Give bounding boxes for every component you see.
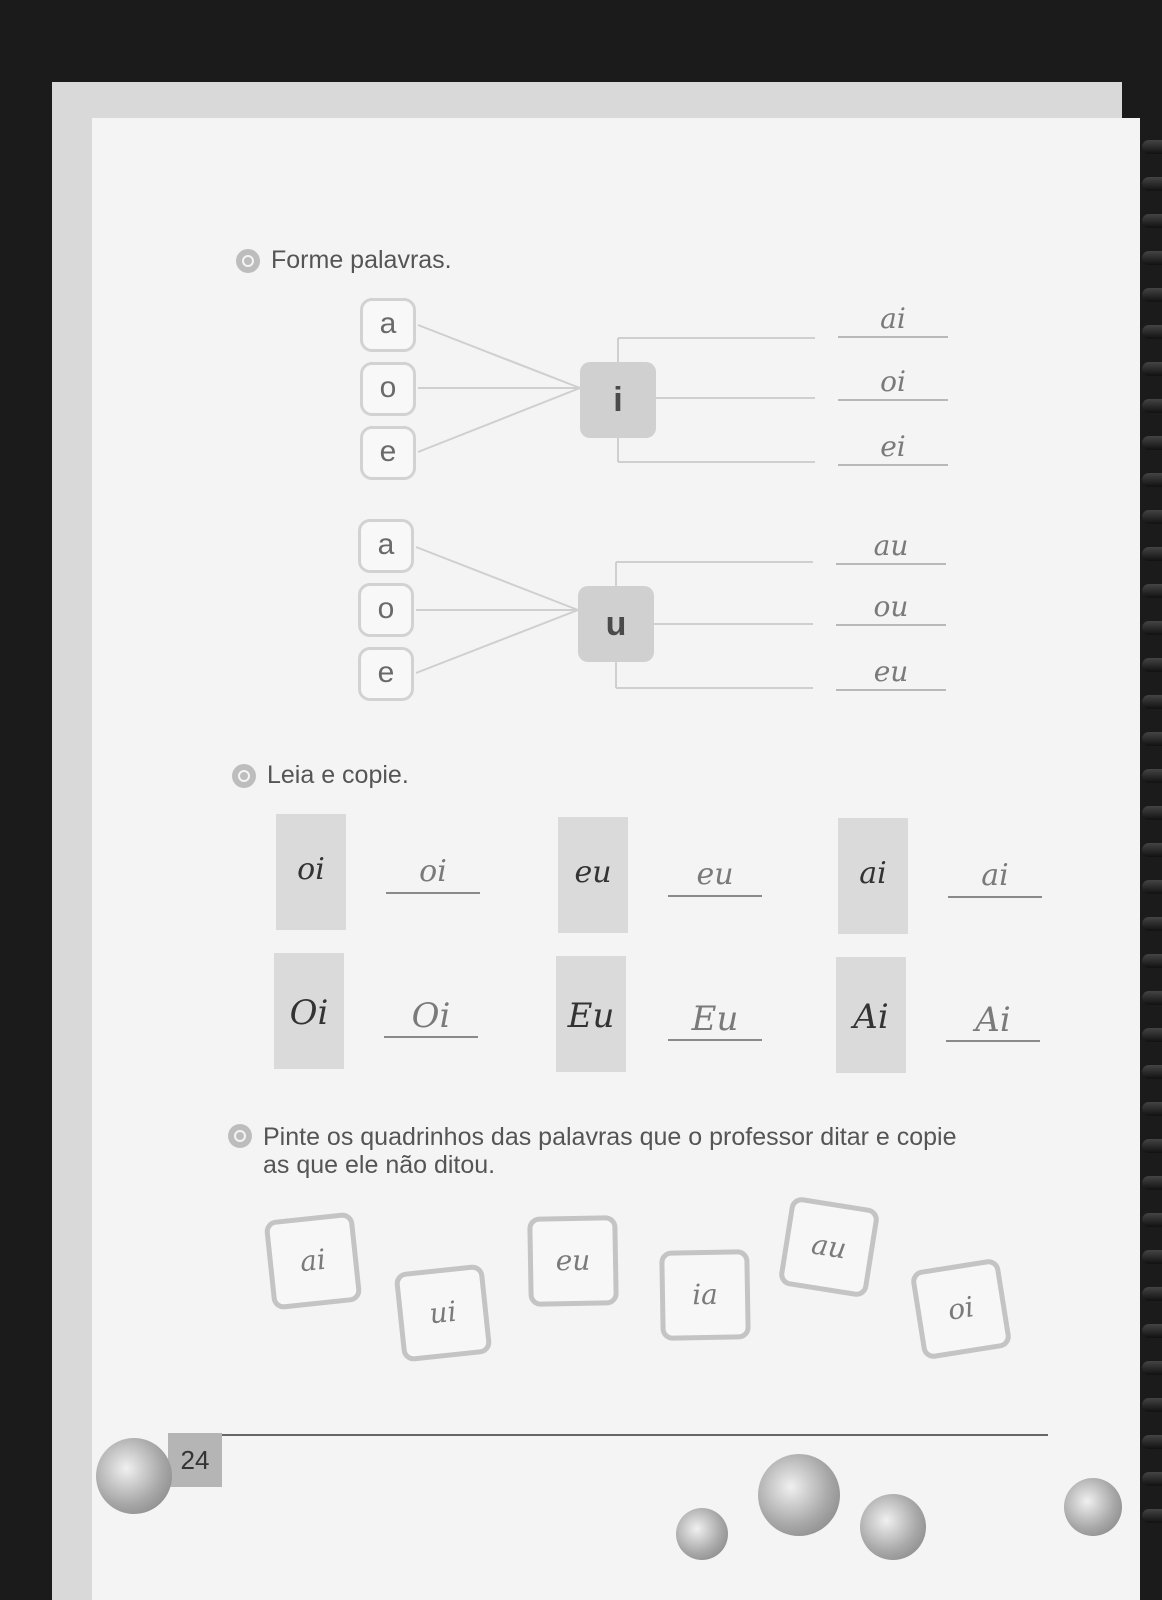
answer-line[interactable]: ai bbox=[838, 302, 948, 338]
word-card-text: ai bbox=[859, 856, 887, 891]
word-card-text: Oi bbox=[289, 993, 329, 1033]
spiral-bullet-icon bbox=[228, 1124, 252, 1148]
answer-line[interactable]: au bbox=[836, 529, 946, 565]
footer-rule bbox=[222, 1434, 1048, 1436]
letter-box-e: e bbox=[358, 647, 414, 701]
decorative-ball-illustration bbox=[860, 1494, 926, 1560]
letter-box-o: o bbox=[360, 362, 416, 416]
decorative-ball-illustration bbox=[758, 1454, 840, 1536]
letter-box-o: o bbox=[358, 583, 414, 637]
answer-line[interactable]: ei bbox=[838, 430, 948, 466]
copy-line[interactable]: ai bbox=[948, 856, 1042, 898]
decorative-ball-illustration bbox=[96, 1438, 172, 1514]
word-tile-ai[interactable]: ai bbox=[264, 1212, 363, 1311]
word-tile-au[interactable]: au bbox=[778, 1196, 881, 1299]
spiral-bullet-icon bbox=[232, 764, 256, 788]
word-tile-eu[interactable]: eu bbox=[527, 1215, 619, 1307]
word-tile-ia[interactable]: ia bbox=[659, 1249, 751, 1341]
section3-heading-line2: as que ele não ditou. bbox=[263, 1151, 496, 1179]
word-card-text: Ai bbox=[853, 997, 889, 1037]
answer-line[interactable]: eu bbox=[836, 655, 946, 691]
page-number: 24 bbox=[168, 1433, 222, 1487]
vowel-box-u: u bbox=[578, 586, 654, 662]
decorative-ball-illustration bbox=[676, 1508, 728, 1560]
letter-box-e: e bbox=[360, 426, 416, 480]
word-tile-ui[interactable]: ui bbox=[394, 1264, 493, 1363]
decorative-ball-illustration bbox=[1064, 1478, 1122, 1536]
copy-line[interactable]: Ai bbox=[946, 1000, 1040, 1042]
vowel-box-i: i bbox=[580, 362, 656, 438]
copy-line[interactable]: Eu bbox=[668, 999, 762, 1041]
section3-heading-line1: Pinte os quadrinhos das palavras que o professor ditar e copie bbox=[263, 1123, 957, 1151]
copy-line[interactable]: oi bbox=[386, 852, 480, 894]
letter-box-a: a bbox=[360, 298, 416, 352]
copy-line[interactable]: eu bbox=[668, 855, 762, 897]
word-tile-oi[interactable]: oi bbox=[910, 1258, 1013, 1361]
word-card-text: eu bbox=[574, 855, 612, 890]
copy-line[interactable]: Oi bbox=[384, 996, 478, 1038]
answer-line[interactable]: oi bbox=[838, 365, 948, 401]
section1-heading: Forme palavras. bbox=[271, 246, 452, 274]
section2-heading: Leia e copie. bbox=[267, 761, 409, 789]
letter-box-a: a bbox=[358, 519, 414, 573]
answer-line[interactable]: ou bbox=[836, 590, 946, 626]
word-card-text: oi bbox=[297, 852, 325, 887]
word-card-text: Eu bbox=[567, 996, 615, 1036]
